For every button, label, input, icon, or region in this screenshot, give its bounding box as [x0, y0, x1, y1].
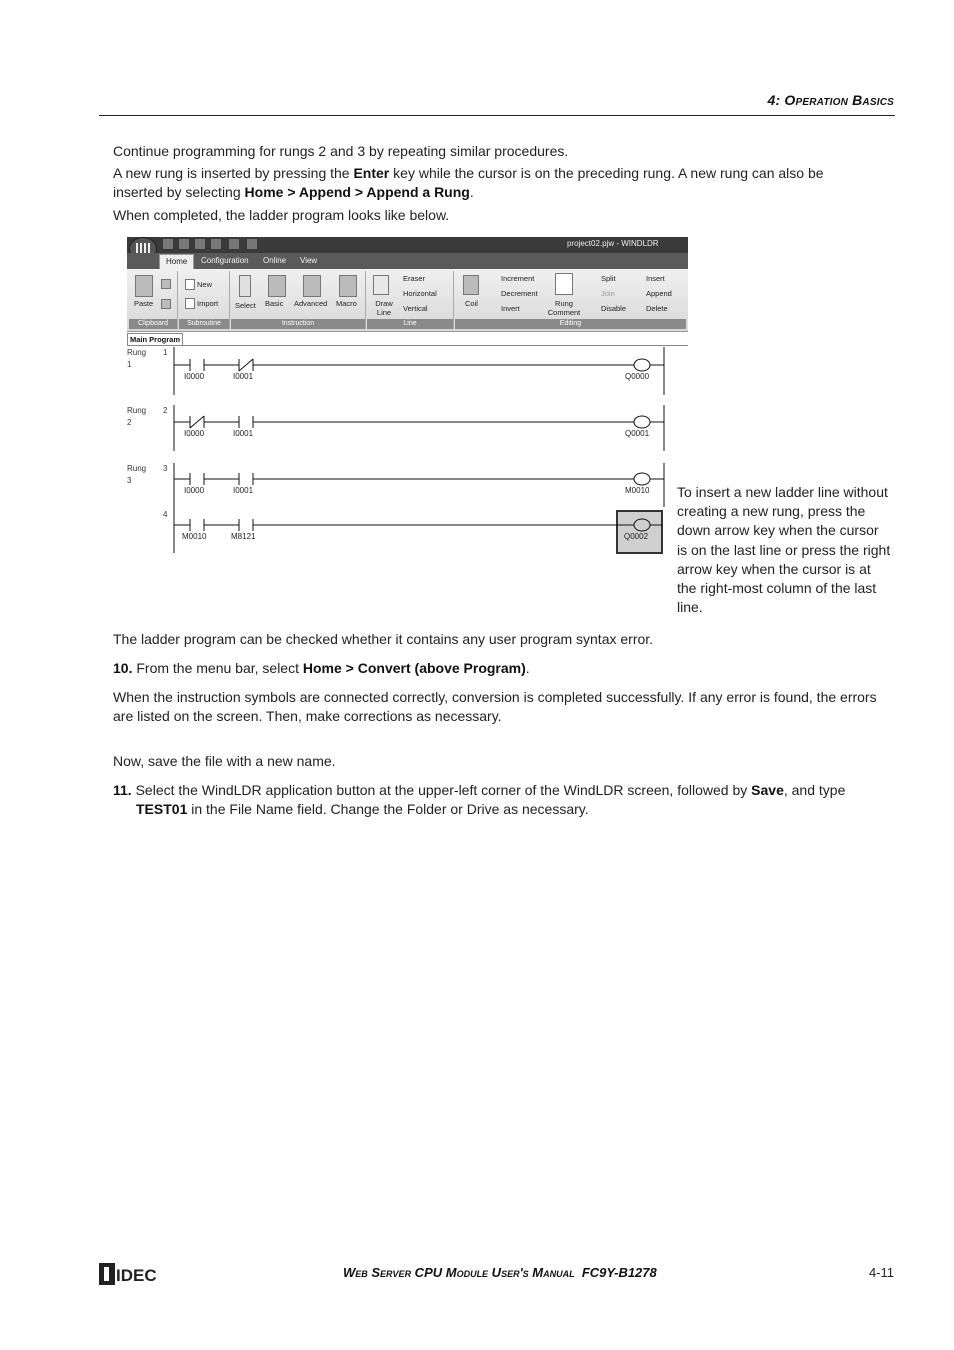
- paragraph-continue: Continue programming for rungs 2 and 3 by repeating similar procedures.: [113, 143, 569, 159]
- svg-text:Rung: Rung: [127, 406, 147, 415]
- coil-label: M0010: [625, 486, 650, 495]
- contact-label: I0000: [184, 429, 205, 438]
- idec-logo: [99, 1262, 171, 1291]
- advanced-a-icon: [303, 275, 321, 297]
- copy-icon: [161, 299, 171, 309]
- tab-online: Online: [263, 256, 287, 265]
- convert-menu-path: Home > Convert (above Program): [302, 660, 526, 676]
- chapter-title: Operation Basics: [784, 92, 894, 108]
- ribbon: [127, 269, 688, 332]
- paragraph-completed: When completed, the ladder program looks like below.: [113, 207, 450, 223]
- group-clipboard: Paste Clipboard: [129, 271, 178, 329]
- svg-text:2: 2: [127, 418, 132, 427]
- tab-view: View: [300, 256, 318, 265]
- ladder-line-4: [163, 510, 662, 553]
- tab-configuration: Configuration: [201, 256, 249, 265]
- new-page-icon: [185, 279, 195, 290]
- coil-label: Q0001: [625, 429, 650, 438]
- redo-icon: [195, 239, 205, 249]
- paragraph-conversion: When the instruction symbols are connected correctly, conversion is completed successfully. If any error is found, the errors are listed on the screen. Then, make corrections as necessary.: [113, 689, 877, 724]
- group-subroutine: New Import Subroutine: [179, 271, 230, 329]
- svg-text:IDEC: IDEC: [116, 1266, 157, 1285]
- header-rule: [99, 115, 895, 116]
- svg-text:Rung: Rung: [127, 348, 147, 357]
- document-tab-bar: [127, 332, 688, 346]
- group-instruction: Select Basic Advanced Macro Instruction: [231, 271, 366, 329]
- basic-b-icon: [268, 275, 286, 297]
- group-line: Draw Line Eraser Horizontal Vertical Line: [367, 271, 454, 329]
- coil-label: Q0000: [625, 372, 650, 381]
- window-titlebar: [127, 237, 688, 253]
- step-11: 11. Select the WindLDR application button at the upper-left corner of the WindLDR screen, followed by Save, and type TEST01 in the File Name field. Change the Folder or Drive as necessary.: [113, 782, 846, 817]
- svg-text:3: 3: [127, 476, 132, 485]
- contact-label: I0001: [233, 486, 254, 495]
- cursor-arrow-icon: [239, 275, 251, 297]
- svg-text:3: 3: [163, 464, 168, 473]
- scissors-icon: [161, 279, 171, 289]
- contact-label: M8121: [231, 532, 256, 541]
- pencil-icon: [373, 275, 389, 295]
- svg-text:Rung: Rung: [127, 464, 147, 473]
- rung-comment-icon: [555, 273, 573, 295]
- macro-m-icon: [339, 275, 357, 297]
- file-name: TEST01: [136, 801, 188, 817]
- manual-title: Web Server CPU Module User's Manual FC9Y-B1278: [343, 1265, 657, 1280]
- windldr-screenshot: [127, 237, 688, 558]
- save-command: Save: [751, 782, 784, 798]
- cut-icon: [211, 239, 221, 249]
- paragraph-save: Now, save the file with a new name.: [113, 753, 336, 769]
- group-editing: Coil Increment Decrement Invert Rung Comment Split Join Disable Insert Append Delete Editing: [455, 271, 686, 329]
- svg-text:1: 1: [163, 348, 168, 357]
- ladder-rung-2: [127, 406, 664, 438]
- step-10: 10. From the menu bar, select Home > Convert (above Program).: [113, 660, 530, 676]
- coil-icon: [463, 275, 479, 295]
- contact-label: I0000: [184, 372, 205, 381]
- paste-icon: [135, 275, 153, 297]
- contact-label: I0001: [233, 372, 254, 381]
- page-number: 4-11: [868, 1265, 894, 1280]
- monitor-icon: [229, 239, 239, 249]
- coil-label: Q0002: [624, 532, 649, 541]
- side-note: To insert a new ladder line without creating a new rung, press the down arrow key when the cursor is on the last line or press the right arrow key when the cursor is at the right-most column of the last line.: [677, 484, 891, 616]
- import-icon: [185, 298, 195, 309]
- svg-text:4: 4: [163, 510, 168, 519]
- enter-key: Enter: [353, 165, 390, 181]
- paragraph-syntax-check: The ladder program can be checked whether it contains any user program syntax error.: [113, 631, 654, 647]
- svg-text:1: 1: [127, 360, 132, 369]
- ladder-rung-3: [127, 464, 664, 495]
- chapter-header: 4: Operation Basics: [767, 92, 894, 108]
- contact-label: I0000: [184, 486, 205, 495]
- ladder-rung-1: [127, 348, 664, 381]
- download-icon: [247, 239, 257, 249]
- tab-home: Home: [159, 254, 194, 269]
- ladder-diagram: [127, 345, 688, 558]
- contact-label: I0001: [233, 429, 254, 438]
- append-menu-path: Home > Append > Append a Rung: [244, 184, 470, 200]
- save-icon: [163, 239, 173, 249]
- paragraph-new-rung: A new rung is inserted by pressing the Enter key while the cursor is on the preceding rung. A new rung can also be inserted by selecting Home > Append > Append a Rung.: [113, 165, 824, 200]
- contact-label: M0010: [182, 532, 207, 541]
- ribbon-tabs: [127, 253, 688, 269]
- window-title: project02.pjw - WINDLDR: [567, 239, 659, 248]
- svg-text:2: 2: [163, 406, 168, 415]
- undo-icon: [179, 239, 189, 249]
- tab-main-program: Main Program: [127, 333, 183, 345]
